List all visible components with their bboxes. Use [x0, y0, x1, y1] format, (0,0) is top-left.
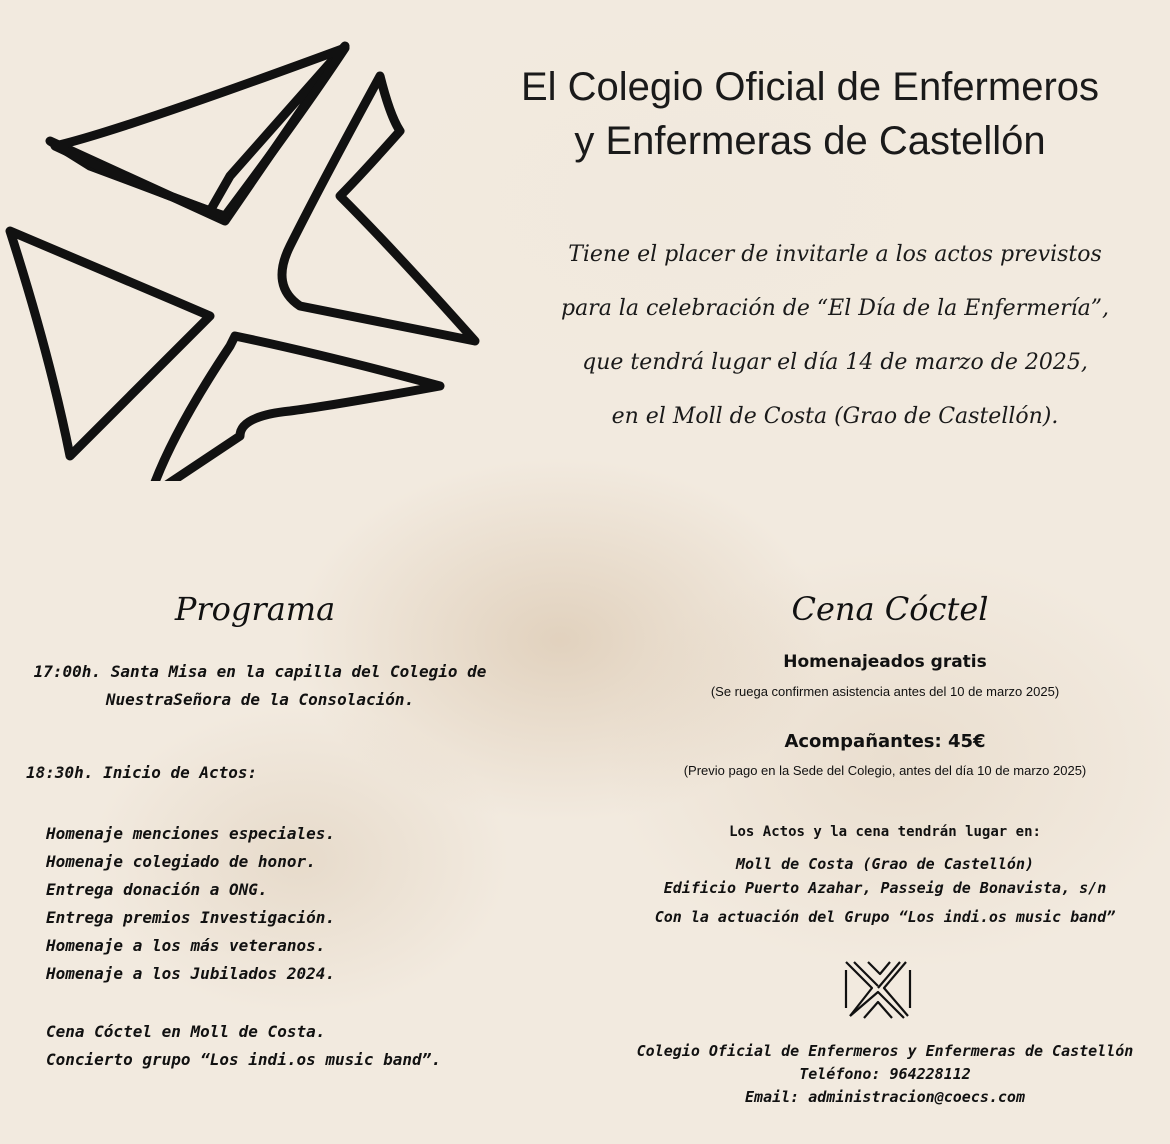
homenajeados-label: Homenajeados gratis: [783, 652, 987, 672]
coecs-logo-icon: [0, 36, 490, 481]
programa-items: [46, 820, 335, 988]
band-performance: Con la actuación del Grupo “Los indi.os music band”: [654, 908, 1116, 926]
footer-contact: [610, 1040, 1160, 1109]
list-item: Homenaje colegiado de honor.: [46, 852, 316, 871]
footer-email: Email: administracion@coecs.com: [745, 1088, 1025, 1106]
payment-note: (Previo pago en la Sede del Colegio, antes del día 10 de marzo 2025): [683, 763, 1087, 778]
coecs-logo-small-icon: [842, 958, 914, 1022]
venue-line-2: Edificio Puerto Azahar, Passeig de Bonavista, s/n: [663, 879, 1107, 897]
acompanantes-price: Acompañantes: 45€: [784, 731, 986, 752]
page-title: [470, 60, 1150, 168]
programa-second-event: 18:30h. Inicio de Actos:: [26, 763, 258, 782]
programa-first-event: [20, 658, 500, 714]
title-line-2: y Enfermeras de Castellón: [574, 119, 1046, 163]
programa-heading: Programa: [174, 590, 336, 628]
venue-line-1: Moll de Costa (Grao de Castellón): [735, 855, 1034, 873]
footer-org: Colegio Oficial de Enfermeros y Enfermeras de Castellón: [636, 1042, 1134, 1060]
list-item: Concierto grupo “Los indi.os music band”.: [46, 1050, 441, 1069]
confirm-note: (Se ruega confirmen asistencia antes del 10 de marzo 2025): [710, 684, 1060, 699]
list-item: Homenaje a los Jubilados 2024.: [46, 964, 335, 983]
title-line-1: El Colegio Oficial de Enfermeros: [520, 65, 1100, 109]
venue-label: Los Actos y la cena tendrán lugar en:: [729, 824, 1041, 840]
invitation-line-1: Tiene el placer de invitarle a los actos previstos: [568, 242, 1102, 267]
venue-address: [610, 852, 1160, 900]
programa-first-line-1: 17:00h. Santa Misa en la capilla del Colegio de: [33, 662, 487, 681]
list-item: Homenaje a los más veteranos.: [46, 936, 326, 955]
cena-heading: Cena Cóctel: [791, 590, 989, 628]
invitation-text: [520, 228, 1150, 444]
list-item: Cena Cóctel en Moll de Costa.: [46, 1022, 326, 1041]
programa-items-evening: [46, 1018, 441, 1074]
invitation-line-4: en el Moll de Costa (Grao de Castellón).: [611, 404, 1059, 429]
list-item: Entrega premios Investigación.: [46, 908, 335, 927]
list-item: Homenaje menciones especiales.: [46, 824, 335, 843]
list-item: Entrega donación a ONG.: [46, 880, 268, 899]
programa-first-line-2: NuestraSeñora de la Consolación.: [105, 690, 415, 709]
invitation-line-3: que tendrá lugar el día 14 de marzo de 2025,: [582, 350, 1088, 375]
footer-phone: Teléfono: 964228112: [799, 1065, 971, 1083]
invitation-line-2: para la celebración de “El Día de la Enfermería”,: [560, 296, 1109, 321]
